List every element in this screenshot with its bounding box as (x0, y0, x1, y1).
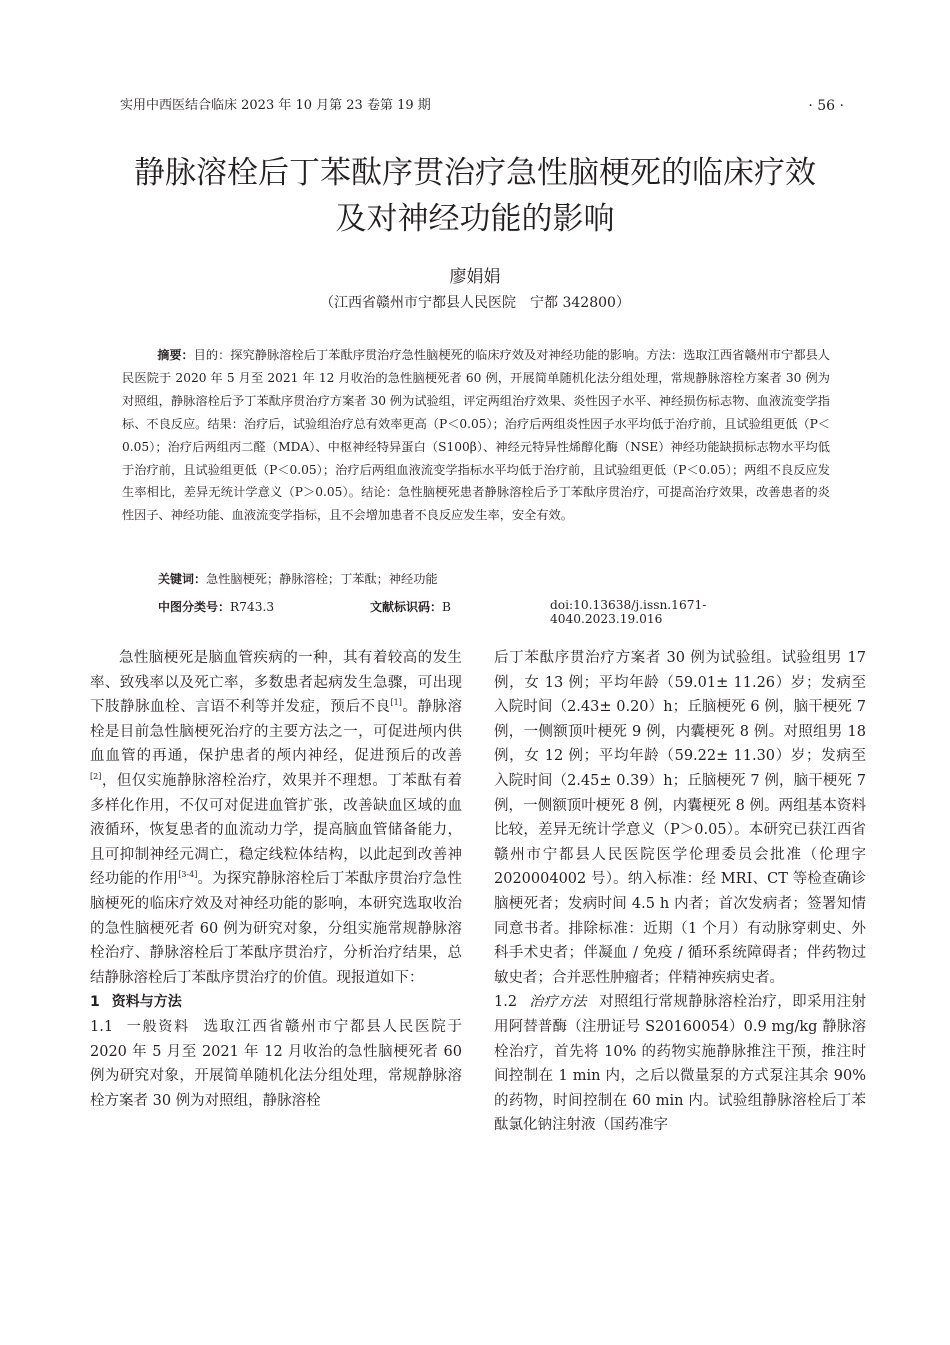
body-column-left (90, 646, 462, 1113)
abstract-text: 目的：探究静脉溶栓后丁苯酞序贯治疗急性脑梗死的临床疗效及对神经功能的影响。方法：选取江西省赣州市宁都县人民医院于 2020 年 5 月至 2021 年 12 月收治的急性脑梗死者 60 例，开展简单随机化法分组处理，常规静脉溶栓方案者 30 例为对照组，静脉溶栓后予丁苯酞序贯治疗方案者 30 例为试验组，评定两组治疗效果、炎性因子水平、神经损伤标志物、血液流变学指标、不良反应。结果：治疗后，试验组治疗总有效率更高（P＜0.05）；治疗后两组炎性因子水平均低于治疗前，且试验组更低（P＜0.05）；治疗后两组丙二醛（MDA）、中枢神经特异蛋白（S100β）、神经元特异性烯醇化酶（NSE）神经功能缺损标志物水平均低于治疗前，且试验组更低（P＜0.05）；治疗后两组血液流变学指标水平均低于治疗前，且试验组更低（P＜0.05）；两组不良反应发生率相比，差异无统计学意义（P＞0.05）。结论：急性脑梗死患者静脉溶栓后予丁苯酞序贯治疗，可提高治疗效果，改善患者的炎性因子、神经功能、血液流变学指标，且不会增加患者不良反应发生率，安全有效。 (122, 348, 830, 523)
keywords-text: 急性脑梗死；静脉溶栓；丁苯酞；神经功能 (206, 572, 438, 586)
classification-label: 中图分类号： (158, 600, 231, 614)
section-1-title: 资料与方法 (111, 994, 182, 1011)
intro-text-3: ，但仅实施静脉溶栓治疗，效果并不理想。丁苯酞有着多样化作用，不仅可对促进血管扩张，改善缺血区域的血液循环，恢复患者的血流动力学，提高脑血管储备能力，且可抑制神经元凋亡，稳定线粒体结构，以此起到改善神经功能的作用 (90, 772, 462, 888)
author: 廖娟娟 (449, 267, 501, 287)
citation-1: [1] (390, 698, 402, 708)
subsection-1-1-title: 一般资料 (125, 1018, 190, 1035)
abstract-label: 摘要： (157, 348, 194, 362)
citation-3: [3-4] (178, 870, 198, 880)
classification (158, 598, 274, 615)
classification-value: R743.3 (230, 600, 275, 614)
article-title (80, 150, 870, 242)
subsection-1-1-number: 1.1 (90, 1018, 114, 1035)
subsection-1-2-title: 治疗方法 (529, 994, 587, 1011)
title-line-1: 静脉溶栓后丁苯酞序贯治疗急性脑梗死的临床疗效 (134, 155, 816, 191)
title-line-2: 及对神经功能的影响 (335, 201, 615, 237)
intro-text-4: 。为探究静脉溶栓后丁苯酞序贯治疗急性脑梗死的临床疗效及对神经功能的影响，本研究选取收治的急性脑梗死者 60 例为研究对象，分组实施常规静脉溶栓治疗、静脉溶栓后丁苯酞序贯治疗，分析治疗结果，总结静脉溶栓后丁苯酞序贯治疗的价值。现报道如下： (90, 871, 462, 986)
subsection-1-1-continued: 后丁苯酞序贯治疗方案者 30 例为试验组。试验组男 17 例，女 13 例；平均年龄（59.01± 11.26）岁；发病至入院时间（2.43± 0.20）h；丘脑梗死 6 例，脑干梗死 7 例，一侧额顶叶梗死 9 例，内囊梗死 8 例。对照组男 18 例，女 12 例；平均年龄（59.22± 11.30）岁；发病至入院时间（2.45± 0.39）h；丘脑梗死 7 例，脑干梗死 7 例，一侧额顶叶梗死 8 例，内囊梗死 8 例。两组基本资料比较，差异无统计学意义（P＞0.05）。本研究已获江西省赣州市宁都县人民医院医学伦理委员会批准（伦理字 2020004002 号）。纳入标准：经 MRI、CT 等检查确诊脑梗死者；发病时间 4.5 h 内者；首次发病者；签署知情同意书者。排除标准：近期（1 个月）有动脉穿刺史、外科手术史者；伴凝血 / 免疫 / 循环系统障碍者；伴药物过敏史者；合并恶性肿瘤者；伴精神疾病史者。 (494, 650, 866, 986)
subsection-1-2 (494, 990, 866, 1138)
body-column-right (494, 646, 866, 1138)
document-code (370, 598, 451, 615)
keywords-label: 关键词： (158, 572, 207, 586)
doi: doi:10.13638/j.issn.1671-4040.2023.19.016 (550, 598, 707, 626)
document-code-value: B (442, 600, 451, 614)
intro-text-2: 。静脉溶栓是目前急性脑梗死治疗的主要方法之一，可促进颅内供血血管的再通，保护患者的颅内神经，促进预后的改善 (90, 699, 462, 765)
page-number: · 56 · (808, 98, 844, 114)
section-1-number: 1 (90, 994, 100, 1011)
intro-paragraph (90, 646, 462, 990)
abstract (122, 344, 830, 527)
subsection-1-2-number: 1.2 (494, 994, 518, 1011)
journal-header: 实用中西医结合临床 2023 年 10 月第 23 卷第 19 期 (120, 98, 431, 113)
citation-2: [2] (90, 771, 102, 781)
subsection-1-2-text: 对照组行常规静脉溶栓治疗，即采用注射用阿替普酶（注册证号 S20160054）0.9 mg/kg 静脉溶栓治疗，首先将 10% 的药物实施静脉推注干预，推注时间控制在 1 min 内，之后以微量泵的方式泵注其余 90% 的药物，时间控制在 60 min 内。试验组静脉溶栓后丁苯酞氯化钠注射液（国药准字 (494, 994, 867, 1134)
document-code-label: 文献标识码： (370, 600, 443, 614)
subsection-1-1-text: 选取江西省赣州市宁都县人民医院于 2020 年 5 月至 2021 年 12 月收治的急性脑梗死者 60 例为研究对象，开展简单随机化法分组处理，常规静脉溶栓方案者 30 例为对照组，静脉溶栓 (90, 1018, 463, 1109)
keywords (158, 570, 438, 587)
subsection-1-1 (90, 1015, 462, 1113)
intro-text-1: 急性脑梗死是脑血管疾病的一种，其有着较高的发生率、致残率以及死亡率，多数患者起病发生急骤，可出现下肢静脉血栓、言语不利等并发症，预后不良 (90, 650, 462, 716)
affiliation: （江西省赣州市宁都县人民医院 宁都 342800） (320, 295, 630, 311)
section-1-heading (90, 990, 462, 1015)
